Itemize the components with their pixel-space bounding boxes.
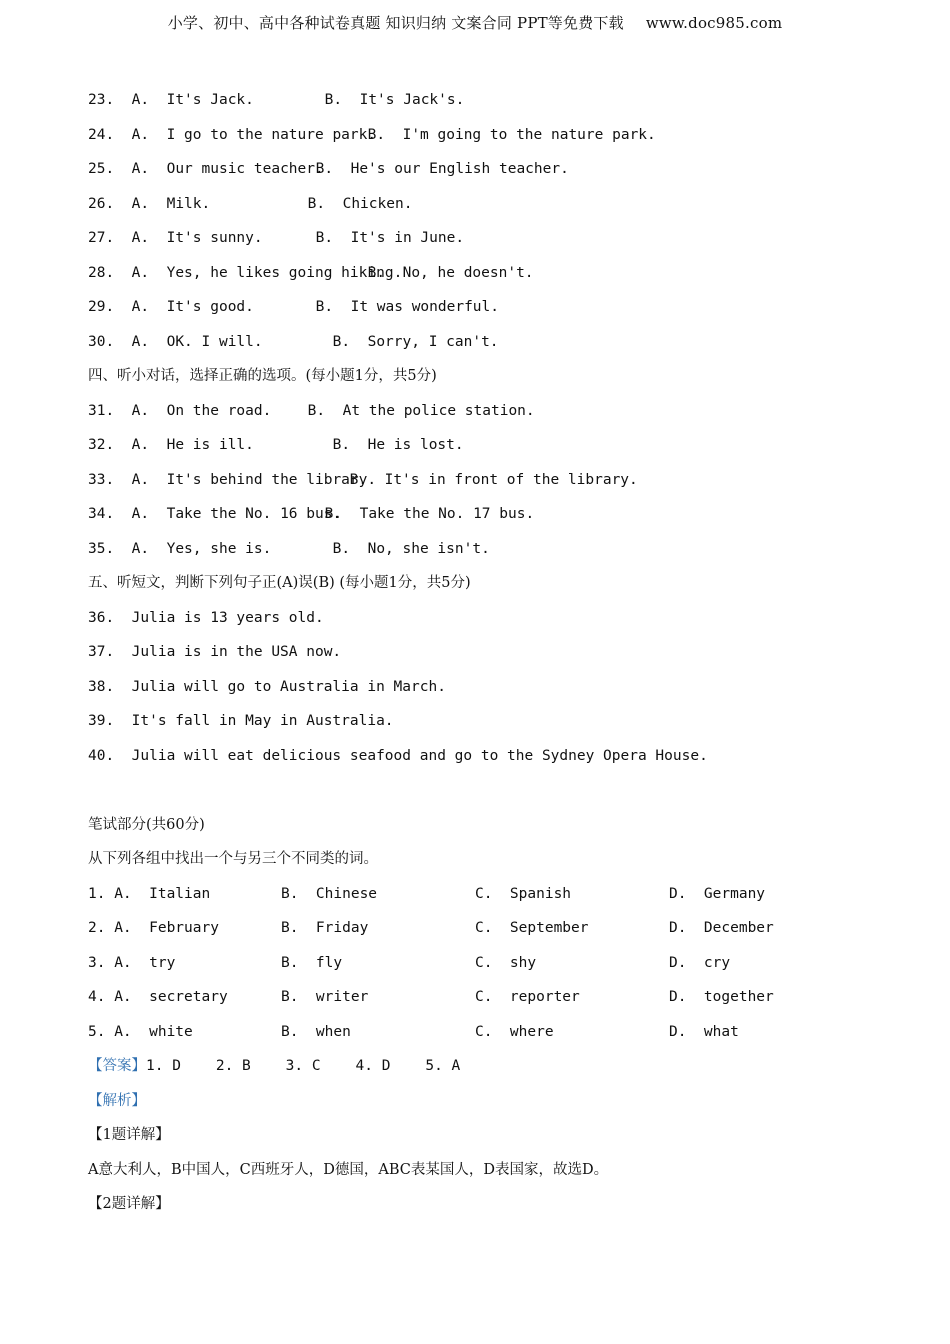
word-group-4: 4. A. secretary B. writer C. reporter D. together [88,989,774,1005]
statement-38: 38. Julia will go to Australia in March. [88,678,446,695]
spacer [88,778,888,813]
word-group-1: 1. A. Italian B. Chinese C. Spanish D. Germany [88,885,766,902]
statement-37: 37. Julia is in the USA now. [88,644,342,660]
word-group-5: 5. A. white B. when C. where D. what [88,1023,739,1040]
question-25: 25. A. Our music teacher.B. He's our English teacher. [88,161,569,177]
document-body [88,88,888,1227]
written-instruction: 从下列各组中找出一个与另三个不同类的词。 [88,851,378,867]
question-27: 27. A. It's sunny. B. It's in June. [88,230,465,246]
question-35: 35. A. Yes, she is. B. No, she isn't. [88,540,490,557]
question-24: 24. A. I go to the nature park.B. I'm going to the nature park. [88,126,656,143]
section5-title: 五、听短文，判断下列句子正(A)误(B) (每小题1分，共5分) [88,575,471,591]
question-34: 34. A. Take the No. 16 bus.B. Take the No. 17 bus. [88,506,535,522]
written-section-title: 笔试部分(共60分) [88,816,205,833]
question-26: 26. A. Milk. B. Chicken. [88,195,413,212]
question-28: 28. A. Yes, he likes going hiking.B. No, he doesn't. [88,264,534,281]
question-32: 32. A. He is ill. B. He is lost. [88,437,464,453]
answer-text: 1. D 2. B 3. C 4. D 5. A [146,1058,461,1074]
detail-1-label: 【1题详解】 [88,1127,170,1143]
analysis-label: 【解析】 [88,1092,146,1109]
page-header [0,12,950,33]
question-29: 29. A. It's good. B. It was wonderful. [88,299,499,315]
question-31: 31. A. On the road. B. At the police station. [88,402,535,419]
word-group-2: 2. A. February B. Friday C. September D. December [88,920,774,936]
statement-39: 39. It's fall in May in Australia. [88,713,394,729]
header-text: 小学、初中、高中各种试卷真题 知识归纳 文案合同 PPT等免费下载 [167,14,624,32]
detail-1-text: A意大利人，B中国人，C西班牙人，D德国，ABC表某国人，D表国家，故选D。 [88,1161,609,1178]
answer-line [88,1054,888,1089]
statement-36: 36. Julia is 13 years old. [88,609,324,626]
question-33: 33. A. It's behind the library.B. It's in front of the library. [88,471,638,488]
statement-40: 40. Julia will eat delicious seafood and go to the Sydney Opera House. [88,747,708,764]
question-23: 23. A. It's Jack. B. It's Jack's. [88,92,465,108]
header-site-link[interactable]: www.doc985.com [645,14,783,32]
question-30: 30. A. OK. I will. B. Sorry, I can't. [88,333,499,350]
answer-label: 【答案】 [88,1058,146,1074]
section4-title: 四、听小对话，选择正确的选项。(每小题1分，共5分) [88,368,437,384]
detail-2-label: 【2题详解】 [88,1196,170,1212]
word-group-3: 3. A. try B. fly C. shy D. cry [88,954,731,971]
